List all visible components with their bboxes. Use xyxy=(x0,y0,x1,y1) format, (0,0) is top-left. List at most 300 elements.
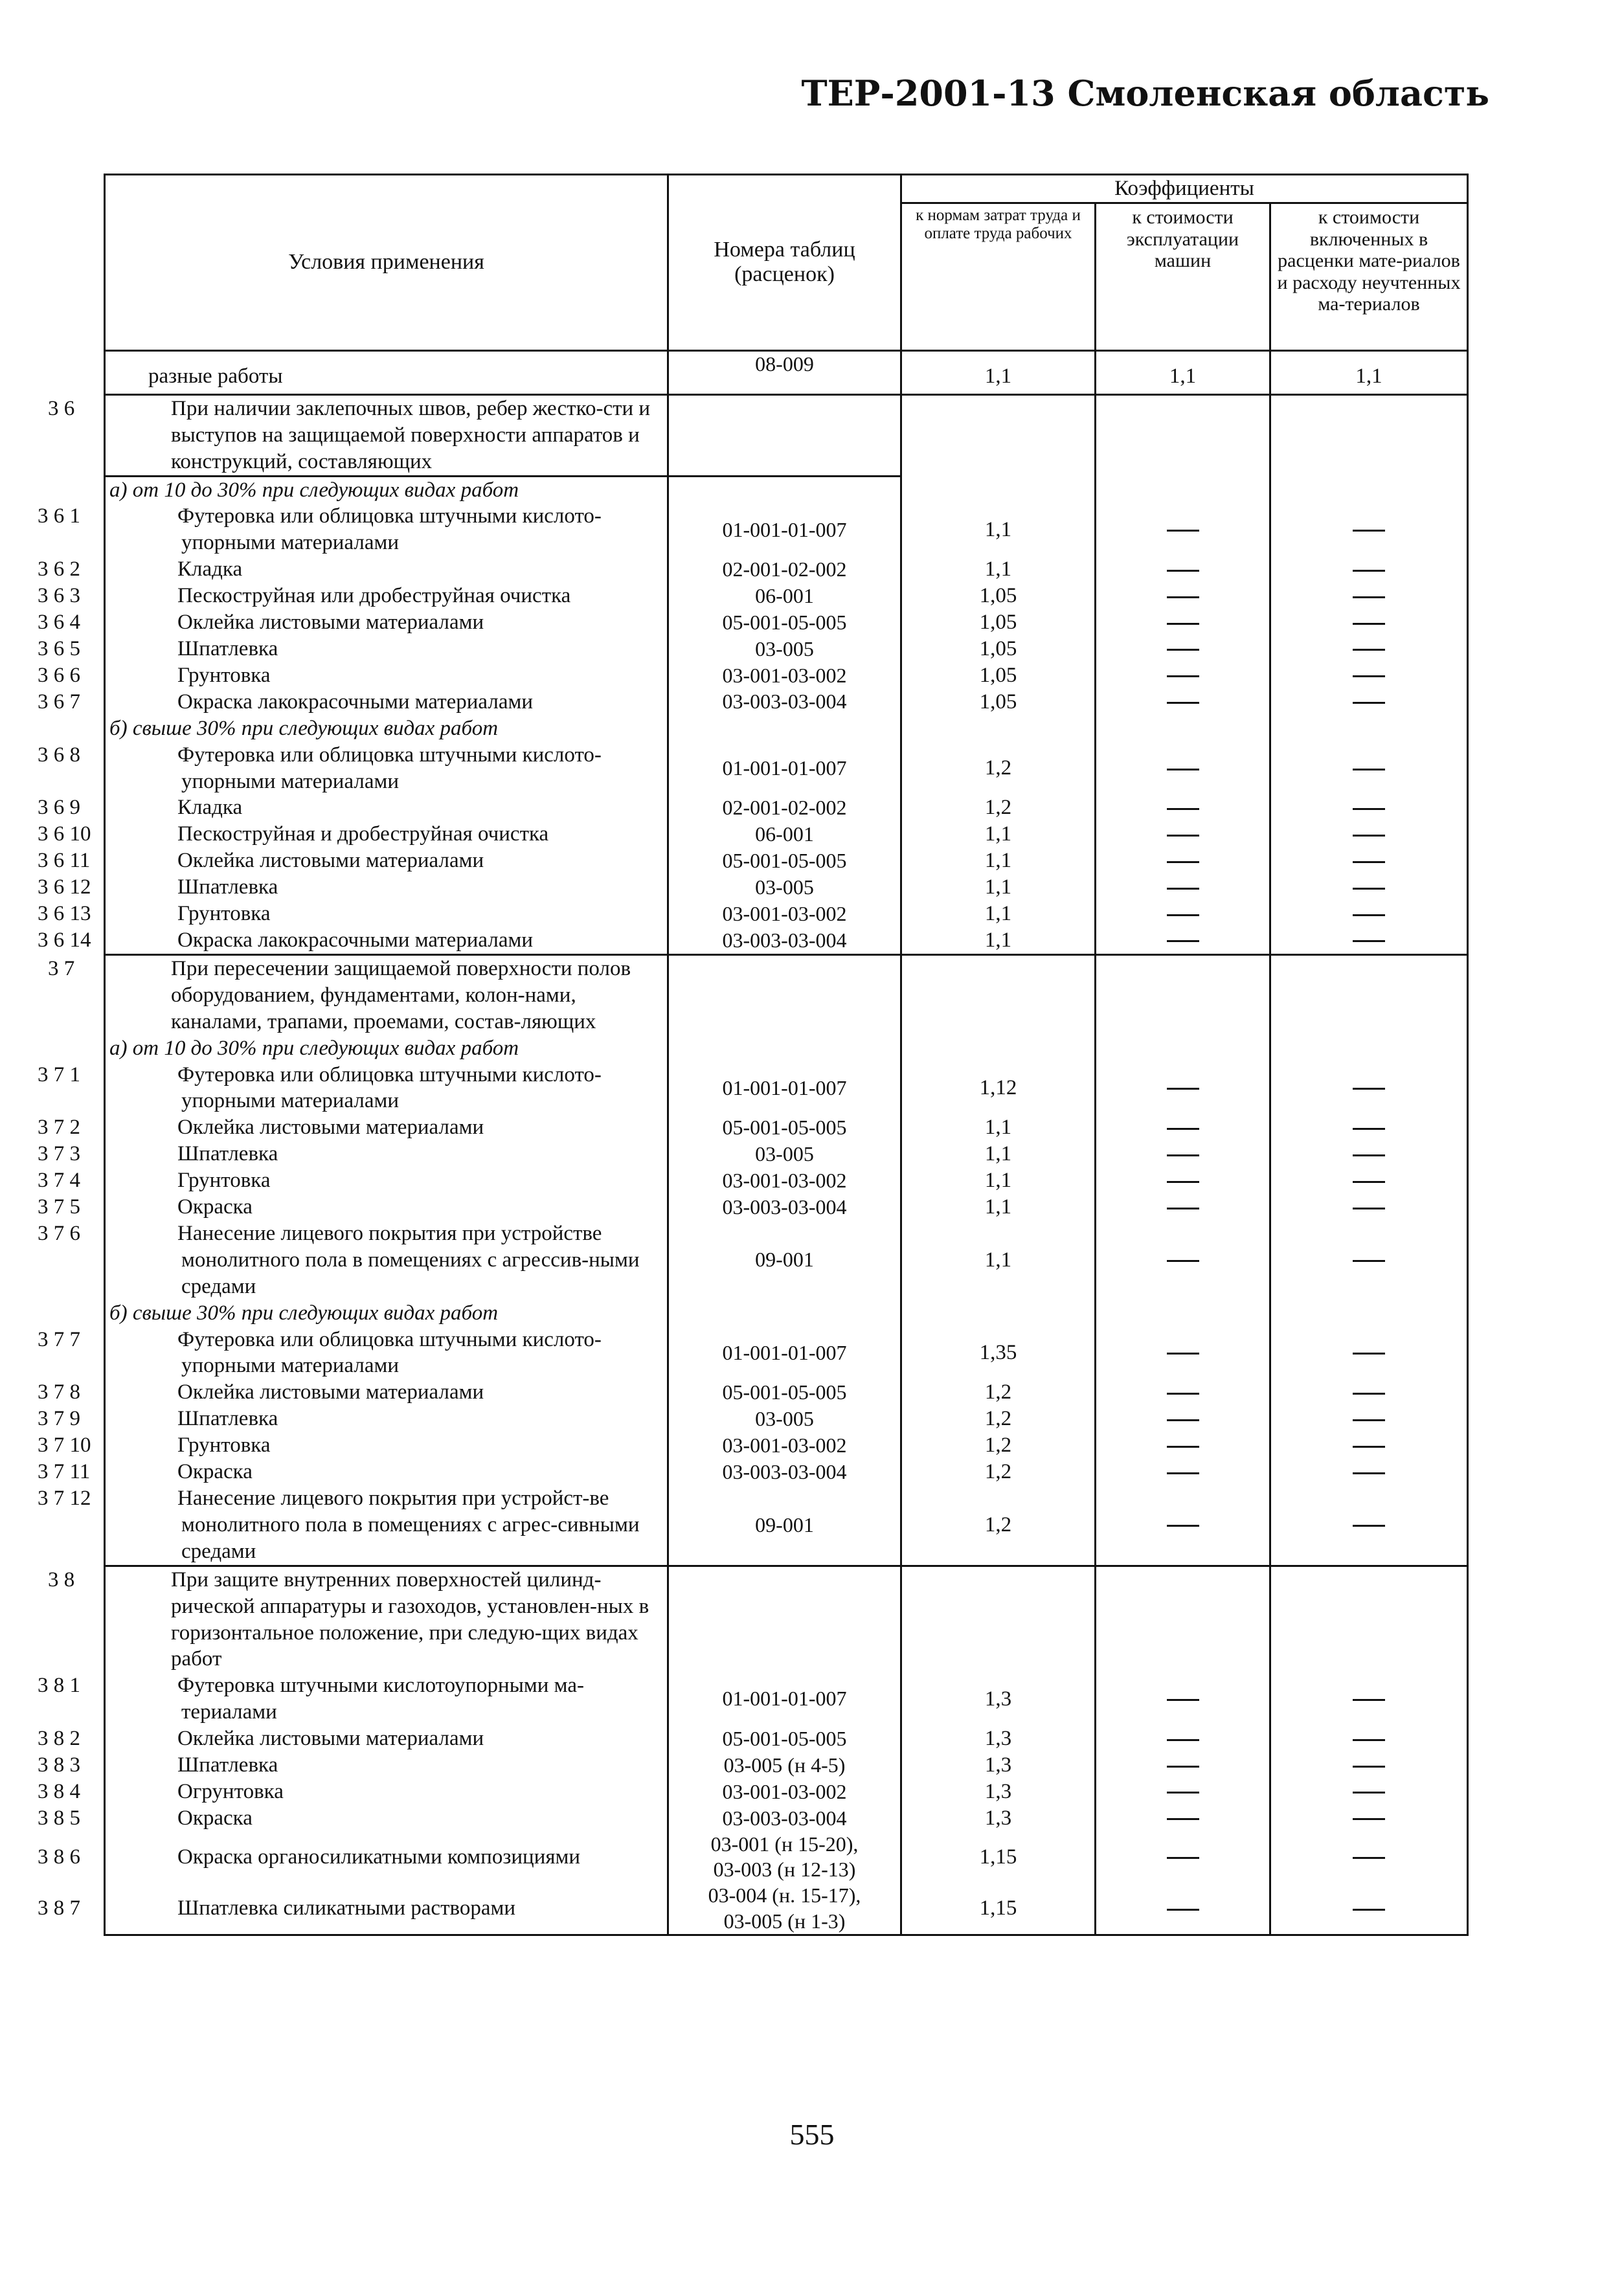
row-table-numbers xyxy=(668,1832,901,1883)
section-title-row xyxy=(105,954,1468,1035)
dash-mark xyxy=(1167,1766,1199,1768)
row-coef-labor: 1,1 xyxy=(901,1194,1096,1220)
row-text: Окраска лакокрасочными материалами xyxy=(177,690,534,714)
row-coef-materials xyxy=(1270,1672,1468,1726)
table-row xyxy=(105,874,1468,901)
dash-mark xyxy=(1167,1208,1199,1209)
row-coef-machines xyxy=(1096,662,1270,689)
row-text: Шпатлевка xyxy=(177,637,278,661)
row-coef-machines xyxy=(1096,901,1270,927)
table-row xyxy=(105,1220,1468,1300)
row-table-numbers: 02-001-02-002 xyxy=(668,556,901,583)
subsection-row xyxy=(105,715,1468,742)
row-number: 3 7 11 xyxy=(38,1460,91,1484)
section-text: При наличии заклепочных швов, ребер жестко-сти и выступов на защищаемой поверхности аппаратов и конструкций, составляющих xyxy=(171,396,651,473)
row-table-numbers: 03-001-03-002 xyxy=(668,1432,901,1459)
row-table-numbers: 03-003-03-004 xyxy=(668,927,901,954)
header-coef-labor: к нормам затрат труда и оплате труда рабочих xyxy=(901,203,1096,350)
section-number: 3 7 xyxy=(48,956,75,980)
dash-mark xyxy=(1167,1739,1199,1741)
row-text: Окраска xyxy=(177,1460,253,1484)
row-table-numbers: 03-001-03-002 xyxy=(668,1779,901,1805)
row-coef-labor: 1,1 xyxy=(901,350,1096,394)
dash-mark xyxy=(1167,1472,1199,1474)
row-coef-machines xyxy=(1096,1141,1270,1167)
dash-mark xyxy=(1353,769,1385,770)
row-coef-labor: 1,1 xyxy=(901,1114,1096,1141)
table-row xyxy=(105,1832,1468,1883)
dash-mark xyxy=(1167,1128,1199,1130)
subsection-label: б) свыше 30% при следующих видах работ xyxy=(105,715,668,742)
row-coef-materials xyxy=(1270,1406,1468,1432)
section-title-tables-empty xyxy=(668,394,901,476)
row-condition xyxy=(38,1832,668,1883)
dash-mark xyxy=(1353,808,1385,810)
dash-mark xyxy=(1167,1699,1199,1701)
row-table-numbers: 05-001-05-005 xyxy=(668,1379,901,1406)
dash-mark xyxy=(1167,1181,1199,1183)
row-text: Шпатлевка xyxy=(177,1753,278,1777)
row-coef-machines xyxy=(1096,1752,1270,1779)
dash-mark xyxy=(1353,1857,1385,1859)
section-title-row xyxy=(105,1566,1468,1672)
row-table-numbers: 09-001 xyxy=(668,1220,901,1300)
row-coef-labor: 1,1 xyxy=(901,503,1096,556)
row-text: Огрунтовка xyxy=(177,1779,284,1803)
row-number: 3 7 8 xyxy=(38,1380,80,1404)
row-text: Оклейка листовыми материалами xyxy=(177,1116,484,1140)
subsection-k1-empty xyxy=(901,476,1096,503)
row-coef-materials xyxy=(1270,1062,1468,1115)
subsection-label: а) от 10 до 30% при следующих видах работ xyxy=(105,1035,668,1062)
row-table-numbers-line2: 03-003 (н 12-13) xyxy=(713,1858,856,1882)
row-number: 3 7 1 xyxy=(38,1063,80,1086)
row-coef-materials xyxy=(1270,1726,1468,1752)
row-coef-labor: 1,1 xyxy=(901,874,1096,901)
row-coef-materials xyxy=(1270,583,1468,609)
row-coef-machines: 1,1 xyxy=(1096,350,1270,394)
table-row xyxy=(105,636,1468,662)
subsection-k3-empty xyxy=(1270,476,1468,503)
table-row xyxy=(105,1752,1468,1779)
row-coef-materials: 1,1 xyxy=(1270,350,1468,394)
table-row xyxy=(105,1406,1468,1432)
row-condition xyxy=(38,1459,668,1485)
section-title-k1-empty xyxy=(901,1566,1096,1672)
row-coef-machines xyxy=(1096,1832,1270,1883)
dash-mark xyxy=(1353,1393,1385,1395)
row-coef-machines xyxy=(1096,1459,1270,1485)
table-row xyxy=(105,583,1468,609)
section-title-k2-empty xyxy=(1096,394,1270,476)
row-table-numbers: 05-001-05-005 xyxy=(668,1726,901,1752)
row-text: Оклейка листовыми материалами xyxy=(177,1727,484,1751)
row-condition xyxy=(38,636,668,662)
row-condition xyxy=(38,927,668,954)
row-text: Футеровка или облицовка штучными кислото-упорными материалами xyxy=(177,1063,602,1113)
dash-mark xyxy=(1353,914,1385,916)
row-table-numbers: 03-005 xyxy=(668,874,901,901)
section-title-k2-empty xyxy=(1096,954,1270,1035)
section-number: 3 6 xyxy=(48,396,75,420)
row-condition xyxy=(38,1114,668,1141)
row-coef-labor: 1,05 xyxy=(901,583,1096,609)
row-number: 3 7 4 xyxy=(38,1169,80,1193)
table-row xyxy=(105,1779,1468,1805)
row-coef-labor: 1,2 xyxy=(901,1459,1096,1485)
row-number: 3 7 9 xyxy=(38,1407,80,1431)
subsection-k3-empty xyxy=(1270,1035,1468,1062)
row-coef-labor: 1,3 xyxy=(901,1726,1096,1752)
row-number: 3 7 10 xyxy=(38,1434,91,1457)
subsection-tab-empty xyxy=(668,715,901,742)
dash-mark xyxy=(1353,675,1385,677)
dash-mark xyxy=(1353,530,1385,532)
dash-mark xyxy=(1167,888,1199,890)
row-condition xyxy=(38,1406,668,1432)
table-row xyxy=(105,848,1468,874)
dash-mark xyxy=(1167,940,1199,942)
row-table-numbers-line1: 03-004 (н. 15-17), xyxy=(708,1884,861,1907)
dash-mark xyxy=(1167,675,1199,677)
dash-mark xyxy=(1167,623,1199,625)
row-coef-machines xyxy=(1096,636,1270,662)
row-condition xyxy=(38,1752,668,1779)
section-title-k3-empty xyxy=(1270,1566,1468,1672)
subsection-k1-empty xyxy=(901,1035,1096,1062)
row-coef-machines xyxy=(1096,1379,1270,1406)
row-number: 3 6 8 xyxy=(38,743,80,767)
row-number: 3 6 4 xyxy=(38,611,80,635)
dash-mark xyxy=(1353,1766,1385,1768)
row-coef-labor: 1,05 xyxy=(901,662,1096,689)
row-text: Окраска лакокрасочными материалами xyxy=(177,928,534,952)
row-number: 3 6 11 xyxy=(38,849,91,873)
row-text: Шпатлевка xyxy=(177,1407,278,1431)
row-number: 3 6 1 xyxy=(38,504,80,528)
row-coef-materials xyxy=(1270,503,1468,556)
row-coef-labor: 1,1 xyxy=(901,821,1096,848)
row-condition xyxy=(38,874,668,901)
dash-mark xyxy=(1353,623,1385,625)
row-coef-labor: 1,2 xyxy=(901,1406,1096,1432)
row-coef-labor: 1,1 xyxy=(901,848,1096,874)
table-row xyxy=(105,1432,1468,1459)
dash-mark xyxy=(1167,1353,1199,1355)
row-coef-labor: 1,1 xyxy=(901,1220,1096,1300)
row-number: 3 6 12 xyxy=(38,875,91,899)
row-table-numbers-line2: 03-005 (н 1-3) xyxy=(723,1909,846,1933)
row-table-numbers-line1: 03-001 (н 15-20), xyxy=(710,1832,859,1856)
row-condition xyxy=(38,1220,668,1300)
row-coef-materials xyxy=(1270,794,1468,821)
dash-mark xyxy=(1167,1909,1199,1911)
row-text: Кладка xyxy=(177,557,243,581)
row-text: Окраска xyxy=(177,1195,253,1219)
dash-mark xyxy=(1353,1088,1385,1090)
row-text: Шпатлевка xyxy=(177,1142,278,1166)
dash-mark xyxy=(1353,861,1385,863)
row-table-numbers: 09-001 xyxy=(668,1485,901,1566)
row-table-numbers: 03-003-03-004 xyxy=(668,1805,901,1832)
table-row xyxy=(105,1726,1468,1752)
row-coef-materials xyxy=(1270,1220,1468,1300)
row-coef-labor: 1,2 xyxy=(901,1432,1096,1459)
row-coef-materials xyxy=(1270,609,1468,636)
table-row xyxy=(105,609,1468,636)
row-coef-machines xyxy=(1096,794,1270,821)
section-title-k1-empty xyxy=(901,394,1096,476)
row-coef-machines xyxy=(1096,503,1270,556)
dash-mark xyxy=(1167,861,1199,863)
row-number: 3 8 6 xyxy=(38,1845,80,1869)
row-coef-materials xyxy=(1270,874,1468,901)
row-table-numbers: 08-009 xyxy=(668,350,901,394)
dash-mark xyxy=(1353,1419,1385,1421)
section-title xyxy=(48,1566,668,1672)
row-coef-machines xyxy=(1096,927,1270,954)
row-coef-labor: 1,3 xyxy=(901,1779,1096,1805)
row-coef-labor: 1,2 xyxy=(901,794,1096,821)
row-condition xyxy=(38,689,668,715)
row-coef-materials xyxy=(1270,1779,1468,1805)
row-coef-machines xyxy=(1096,1779,1270,1805)
row-coef-materials xyxy=(1270,1141,1468,1167)
row-condition xyxy=(38,1779,668,1805)
table-row xyxy=(105,794,1468,821)
row-text: Пескоструйная и дробеструйная очистка xyxy=(177,822,549,846)
header-coefficients: Коэффициенты xyxy=(901,175,1468,203)
row-number: 3 6 14 xyxy=(38,928,91,952)
row-number: 3 7 7 xyxy=(38,1327,80,1351)
dash-mark xyxy=(1167,769,1199,770)
row-condition xyxy=(38,901,668,927)
table-row xyxy=(105,662,1468,689)
row-coef-machines xyxy=(1096,1883,1270,1935)
row-condition xyxy=(38,1883,668,1935)
row-text: Нанесение лицевого покрытия при устройстве монолитного пола в помещениях с агрессив-ными средами xyxy=(177,1221,640,1298)
dash-mark xyxy=(1353,1699,1385,1701)
row-coef-machines xyxy=(1096,1805,1270,1832)
row-coef-materials xyxy=(1270,1432,1468,1459)
row-coef-materials xyxy=(1270,556,1468,583)
row-number: 3 7 2 xyxy=(38,1116,80,1140)
row-table-numbers: 03-003-03-004 xyxy=(668,1194,901,1220)
row-coef-materials xyxy=(1270,689,1468,715)
table-row xyxy=(105,1327,1468,1380)
dash-mark xyxy=(1167,1154,1199,1156)
section-title-tab-empty xyxy=(668,954,901,1035)
subsection-k2-empty xyxy=(1096,1035,1270,1062)
row-coef-machines xyxy=(1096,583,1270,609)
dash-mark xyxy=(1353,596,1385,598)
table-row xyxy=(105,1485,1468,1566)
table-row xyxy=(105,927,1468,954)
row-number: 3 8 5 xyxy=(38,1806,80,1830)
table-row xyxy=(105,1459,1468,1485)
row-coef-materials xyxy=(1270,1379,1468,1406)
row-table-numbers: 01-001-01-007 xyxy=(668,742,901,795)
row-condition xyxy=(38,1062,668,1115)
row-number: 3 7 5 xyxy=(38,1195,80,1219)
dash-mark xyxy=(1167,914,1199,916)
row-text: Грунтовка xyxy=(177,1169,271,1193)
row-coef-machines xyxy=(1096,1114,1270,1141)
row-coef-labor: 1,1 xyxy=(901,1167,1096,1194)
row-coef-labor: 1,12 xyxy=(901,1062,1096,1115)
dash-mark xyxy=(1353,1260,1385,1262)
row-text: разные работы xyxy=(148,364,283,388)
row-coef-materials xyxy=(1270,636,1468,662)
row-number: 3 8 1 xyxy=(38,1674,80,1698)
row-text: Грунтовка xyxy=(177,1434,271,1457)
table-row xyxy=(105,1141,1468,1167)
dash-mark xyxy=(1353,940,1385,942)
subsection-k2-empty xyxy=(1096,1300,1270,1327)
header-coef-materials: к стоимости включенных в расценки мате-риалов и расходу неучтенных ма-териалов xyxy=(1270,203,1468,350)
row-coef-machines xyxy=(1096,848,1270,874)
dash-mark xyxy=(1353,1472,1385,1474)
page-number: 555 xyxy=(789,2118,835,2151)
dash-mark xyxy=(1353,570,1385,572)
row-text: Грунтовка xyxy=(177,663,271,687)
row-condition xyxy=(38,821,668,848)
row-coef-labor: 1,2 xyxy=(901,1485,1096,1566)
row-number: 3 6 13 xyxy=(38,902,91,926)
header-table-numbers: Номера таблиц (расценок) xyxy=(668,175,901,351)
table-row xyxy=(105,556,1468,583)
row-table-numbers: 02-001-02-002 xyxy=(668,794,901,821)
row-coef-materials xyxy=(1270,901,1468,927)
row-coef-materials xyxy=(1270,742,1468,795)
row-number: 3 7 6 xyxy=(38,1221,80,1245)
subsection-k1-empty xyxy=(901,715,1096,742)
table-body xyxy=(38,350,1468,1935)
section-title-k3-empty xyxy=(1270,394,1468,476)
row-coef-labor: 1,1 xyxy=(901,1141,1096,1167)
table-row xyxy=(105,1672,1468,1726)
row-condition xyxy=(38,1141,668,1167)
table-row xyxy=(105,742,1468,795)
row-coef-labor: 1,1 xyxy=(901,556,1096,583)
row-text: Нанесение лицевого покрытия при устройст-ве монолитного пола в помещениях с агрес-сивными средами xyxy=(177,1487,640,1563)
row-coef-materials xyxy=(1270,1327,1468,1380)
dash-mark xyxy=(1167,1088,1199,1090)
row-text: Грунтовка xyxy=(177,902,271,926)
row-text: Окраска органосиликатными композициями xyxy=(177,1845,581,1869)
row-number: 3 7 3 xyxy=(38,1142,80,1166)
row-condition xyxy=(38,583,668,609)
dash-mark xyxy=(1353,1446,1385,1448)
dash-mark xyxy=(1167,1792,1199,1794)
subsection-row xyxy=(105,1300,1468,1327)
row-table-numbers xyxy=(668,1883,901,1935)
dash-mark xyxy=(1353,1154,1385,1156)
row-table-numbers: 03-001-03-002 xyxy=(668,662,901,689)
row-coef-machines xyxy=(1096,874,1270,901)
row-coef-machines xyxy=(1096,1194,1270,1220)
row-coef-labor: 1,1 xyxy=(901,901,1096,927)
row-text: Оклейка листовыми материалами xyxy=(177,611,484,635)
dash-mark xyxy=(1353,1181,1385,1183)
row-coef-labor: 1,1 xyxy=(901,927,1096,954)
row-number: 3 8 4 xyxy=(38,1779,80,1803)
table-row xyxy=(105,1167,1468,1194)
table-row xyxy=(105,503,1468,556)
dash-mark xyxy=(1353,888,1385,890)
row-coef-labor: 1,35 xyxy=(901,1327,1096,1380)
row-table-numbers: 01-001-01-007 xyxy=(668,1327,901,1380)
row-coef-labor: 1,15 xyxy=(901,1883,1096,1935)
row-number: 3 6 9 xyxy=(38,796,80,820)
header-conditions: Условия применения xyxy=(105,175,668,351)
row-coef-machines xyxy=(1096,1327,1270,1380)
dash-mark xyxy=(1353,1128,1385,1130)
subsection-tab-empty xyxy=(668,476,901,503)
dash-mark xyxy=(1353,1525,1385,1527)
table-row xyxy=(105,1379,1468,1406)
row-coef-machines xyxy=(1096,1672,1270,1726)
subsection-k2-empty xyxy=(1096,476,1270,503)
row-table-numbers: 01-001-01-007 xyxy=(668,503,901,556)
row-coef-materials xyxy=(1270,662,1468,689)
coefficients-table xyxy=(38,174,1469,1936)
dash-mark xyxy=(1167,1260,1199,1262)
row-coef-labor: 1,05 xyxy=(901,609,1096,636)
subsection-k3-empty xyxy=(1270,715,1468,742)
row-coef-labor: 1,05 xyxy=(901,689,1096,715)
subsection-tab-empty xyxy=(668,1300,901,1327)
table-row xyxy=(105,1062,1468,1115)
row-condition xyxy=(38,1726,668,1752)
row-number: 3 8 7 xyxy=(38,1896,80,1920)
row-coef-machines xyxy=(1096,1062,1270,1115)
dash-mark xyxy=(1167,1446,1199,1448)
row-table-numbers: 03-001-03-002 xyxy=(668,901,901,927)
dash-mark xyxy=(1167,1419,1199,1421)
row-condition xyxy=(38,1167,668,1194)
row-text: Шпатлевка xyxy=(177,875,278,899)
row-text: Футеровка или облицовка штучными кислото-упорными материалами xyxy=(177,743,602,793)
row-number: 3 7 12 xyxy=(38,1487,91,1511)
row-condition xyxy=(38,742,668,795)
row-coef-materials xyxy=(1270,1832,1468,1883)
row-table-numbers: 05-001-05-005 xyxy=(668,848,901,874)
section-title-k2-empty xyxy=(1096,1566,1270,1672)
row-table-numbers: 01-001-01-007 xyxy=(668,1672,901,1726)
dash-mark xyxy=(1353,1792,1385,1794)
row-coef-labor: 1,3 xyxy=(901,1672,1096,1726)
row-condition xyxy=(38,1327,668,1380)
row-text: Пескоструйная или дробеструйная очистка xyxy=(177,584,571,608)
section-text: При защите внутренних поверхностей цилинд-рической аппаратуры и газоходов, установлен-ных в горизонтальное положение, при следую-щих видах работ xyxy=(171,1568,649,1671)
dash-mark xyxy=(1353,1739,1385,1741)
section-title-k3-empty xyxy=(1270,954,1468,1035)
dash-mark xyxy=(1353,649,1385,651)
row-text: Кладка xyxy=(177,796,243,820)
row-condition xyxy=(105,350,668,394)
row-condition xyxy=(38,1194,668,1220)
row-coef-machines xyxy=(1096,1220,1270,1300)
table-row xyxy=(105,1194,1468,1220)
row-coef-machines xyxy=(1096,742,1270,795)
row-coef-labor: 1,2 xyxy=(901,1379,1096,1406)
row-number: 3 6 3 xyxy=(38,584,80,608)
row-coef-materials xyxy=(1270,1459,1468,1485)
row-table-numbers: 03-005 xyxy=(668,636,901,662)
table-row xyxy=(105,350,1468,394)
row-text: Футеровка штучными кислотоупорными ма-териалами xyxy=(177,1674,584,1724)
